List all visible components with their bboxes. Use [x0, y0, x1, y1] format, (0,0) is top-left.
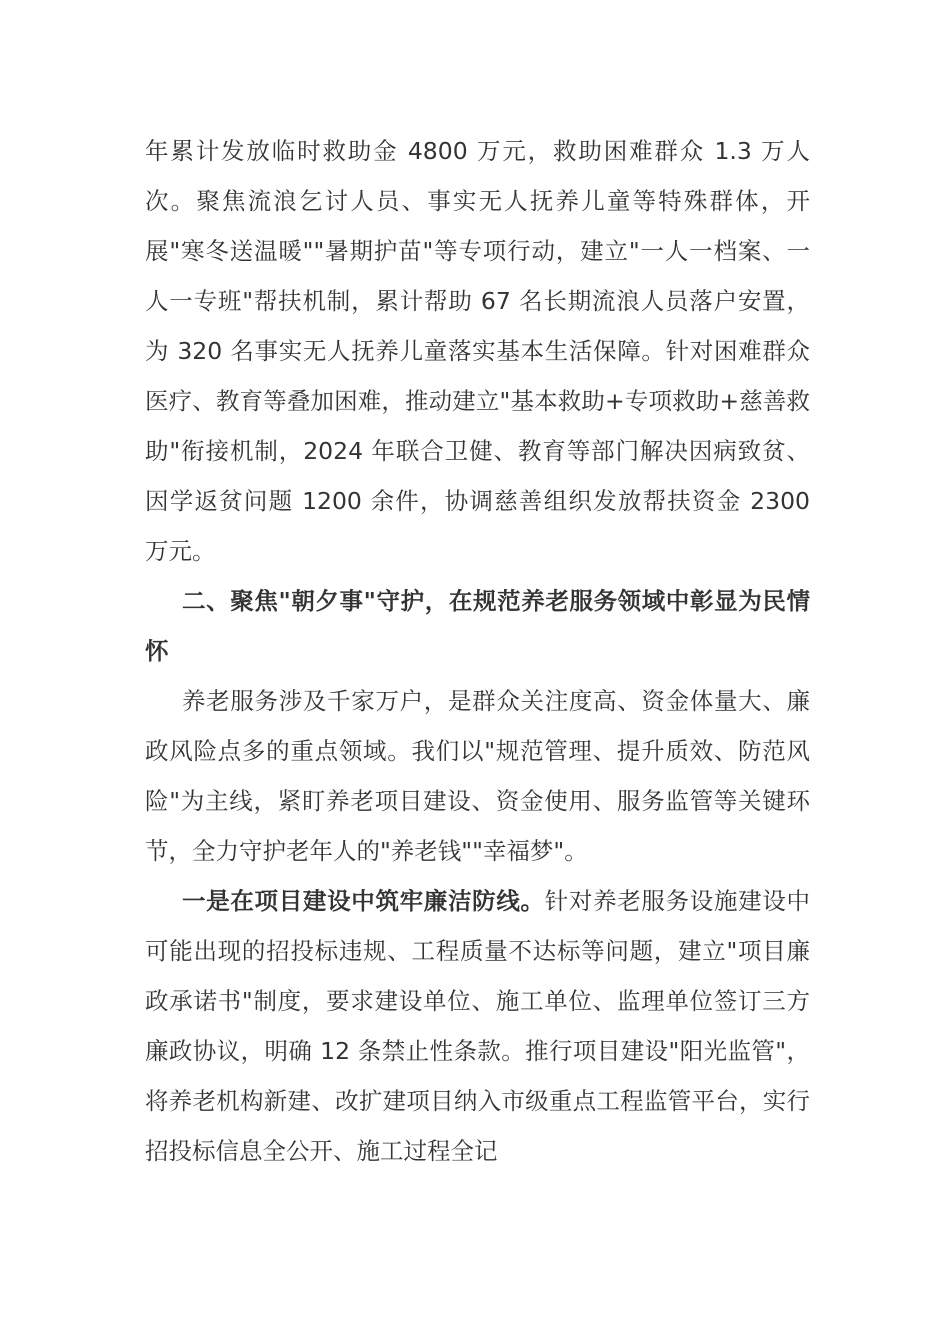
paragraph-body-text: 针对养老服务设施建设中可能出现的招投标违规、工程质量不达标等问题，建立"项目廉政承诺书"制度，要求建设单位、施工单位、监理单位签订三方廉政协议，明确 12 条禁止性条款。推行项目建设"阳光监管"，将养老机构新建、改扩建项目纳入市级重点工程监管平台，实行招投标信息全公开、施工过程全记: [145, 887, 811, 1165]
paragraph-elderly-care-intro: 养老服务涉及千家万户，是群众关注度高、资金体量大、廉政风险点多的重点领域。我们以"规范管理、提升质效、防范风险"为主线，紧盯养老项目建设、资金使用、服务监管等关键环节，全力守护老年人的"养老钱""幸福梦"。: [145, 687, 810, 865]
document-body: [145, 126, 810, 1176]
section-heading-elderly-care: 二、聚焦"朝夕事"守护，在规范养老服务领域中彰显为民情怀: [145, 587, 810, 665]
paragraph-social-assistance: 年累计发放临时救助金 4800 万元，救助困难群众 1.3 万人次。聚焦流浪乞讨人员、事实无人抚养儿童等特殊群体，开展"寒冬送温暖""暑期护苗"等专项行动，建立"一人一档案、一人一专班"帮扶机制，累计帮助 67 名长期流浪人员落户安置，为 320 名事实无人抚养儿童落实基本生活保障。针对困难群众医疗、教育等叠加困难，推动建立"基本救助+专项救助+慈善救助"衔接机制，2024 年联合卫健、教育等部门解决因病致贫、因学返贫问题 1200 余件，协调慈善组织发放帮扶资金 2300 万元。: [145, 137, 810, 565]
paragraph-lead-sentence: 一是在项目建设中筑牢廉洁防线。: [182, 887, 545, 915]
paragraph-project-construction: [145, 876, 810, 1176]
